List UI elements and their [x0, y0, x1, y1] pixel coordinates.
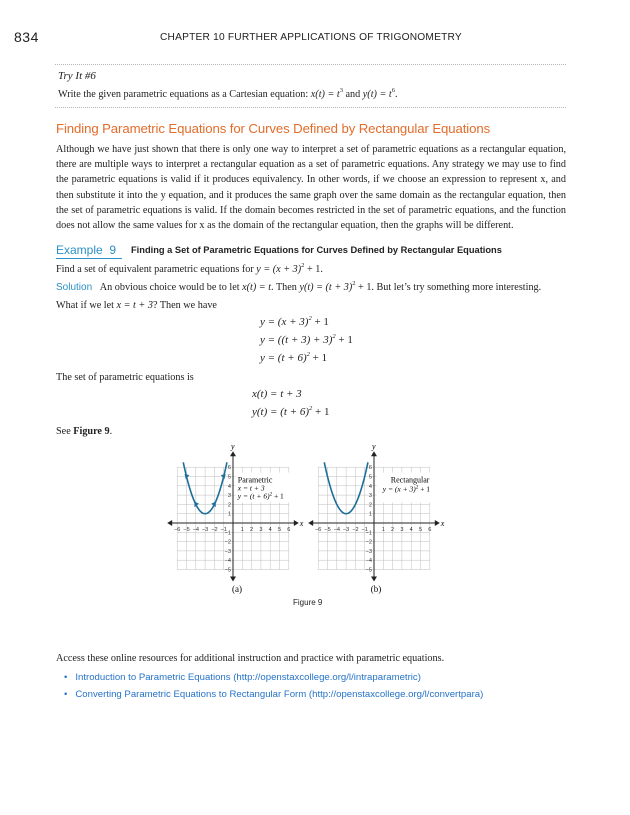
y-tick-label: 5 — [368, 474, 372, 481]
y-tick-label: 6 — [368, 465, 372, 472]
figure-9 — [0, 435, 630, 615]
y-axis-arrow — [230, 577, 236, 582]
y-tick-label: −5 — [365, 567, 372, 574]
x-tick-label: 4 — [268, 527, 272, 533]
example-underline — [56, 258, 122, 259]
try-it-label: Try It #6 — [58, 70, 96, 82]
see-end: . — [109, 426, 113, 437]
try-it-y-eq: y(t) = t — [362, 89, 392, 100]
y-tick-label: −2 — [365, 539, 372, 546]
x-tick-label: 1 — [240, 527, 244, 533]
solution-y-exp: 2 — [352, 280, 356, 287]
try-it-and: and — [342, 89, 363, 100]
x-axis-arrow — [167, 520, 172, 526]
resources-intro: Access these online resources for additional instruction and practice with parametric equations. — [56, 653, 445, 664]
x-tick-label: 3 — [400, 527, 404, 533]
y-tick-label: 2 — [227, 502, 231, 509]
problem-eq-exp: 2 — [301, 262, 305, 269]
example-label — [56, 243, 116, 257]
y-tick-label: −1 — [224, 530, 231, 537]
y-tick-label: 6 — [227, 465, 231, 472]
try-it-bottom-rule — [55, 107, 566, 108]
legend-title: Parametric — [237, 475, 273, 485]
x-tick-label: −3 — [342, 527, 350, 533]
y-axis-arrow — [230, 451, 236, 456]
y-tick-label: −1 — [365, 530, 372, 537]
solution-then: . Then — [271, 282, 300, 293]
running-header — [160, 32, 462, 43]
graph-panel-b — [308, 442, 445, 594]
param-eq-x: x(t) = t + 3 — [252, 388, 302, 400]
y-axis-arrow — [371, 451, 377, 456]
example-word: Example — [56, 243, 103, 257]
chapter-title: FURTHER APPLICATIONS OF TRIGONOMETRY — [227, 32, 462, 43]
resource-link-2-text[interactable]: Converting Parametric Equations to Rectangular Form (http://openstaxcollege.org/l/convertpara) — [75, 689, 484, 700]
try-it-top-rule — [55, 64, 566, 65]
x-tick-label: 2 — [391, 527, 395, 533]
x-tick-label: 2 — [250, 527, 254, 533]
page-number: 834 — [14, 29, 39, 45]
example-title: Finding a Set of Parametric Equations for Curves Defined by Rectangular Equations — [131, 245, 502, 255]
y-tick-label: 4 — [227, 483, 231, 490]
y-axis-arrow — [371, 577, 377, 582]
y-tick-label: −3 — [365, 548, 372, 555]
try-it-end: . — [394, 89, 398, 100]
x-axis-arrow — [308, 520, 313, 526]
x-tick-label: 6 — [287, 527, 291, 533]
x-tick-label: −6 — [174, 527, 181, 533]
x-tick-label: −5 — [324, 527, 331, 533]
solution-y-end: + 1 — [355, 282, 372, 293]
x-tick-label: −1 — [220, 527, 227, 533]
derivation-line-3: $y = (t + 6)^2 + 1$ — [260, 351, 328, 364]
x-axis-label: x — [299, 519, 304, 528]
x-tick-label: −2 — [211, 527, 218, 533]
panel-label: (a) — [232, 584, 242, 594]
x-axis-arrow — [294, 520, 299, 526]
see-text: See — [56, 426, 74, 437]
x-tick-label: −4 — [192, 527, 199, 533]
derivation-line-2: $y = ((t + 3) + 3)^2 + 1$ — [260, 333, 353, 346]
panel-label: (b) — [370, 584, 382, 594]
example-solution — [56, 280, 541, 295]
solution-y-eq: y(t) = (t + 3) — [299, 282, 353, 293]
solution-x-eq: x(t) = t — [242, 282, 272, 293]
x-tick-label: 6 — [428, 527, 432, 533]
set-text: The set of parametric equations is — [56, 372, 194, 383]
y-tick-label: −3 — [224, 548, 231, 555]
x-tick-label: −5 — [183, 527, 190, 533]
y-tick-label: 3 — [368, 493, 372, 500]
graph-panel-a — [167, 442, 304, 594]
x-tick-label: 5 — [277, 527, 282, 533]
section-paragraph: Although we have just shown that there is only one way to interpret a set of parametric equations as a rectangular equation, there are multiple ways to interpret a rectangular equation as a set of parametric equations. Any strategy we may use to find the parametric equations is valid if it produces equivalency. In other words, if we choose an expression to represent x, and then substitute it into the y equation, and it produces the same graph over the same domain as the rectangular equation, then the set of parametric equations is valid. If the domain becomes restricted in the set of parametric equations, and the function does not allow the same values for x as the domain of the rectangular equation, then the graphs will be different. — [56, 144, 566, 232]
section-title: Finding Parametric Equations for Curves Defined by Rectangular Equations — [56, 121, 491, 136]
solution-label: Solution — [56, 282, 93, 293]
derivation-line-1: $y = (x + 3)^2 + 1$ — [260, 315, 329, 328]
try-it-text — [58, 87, 398, 102]
y-tick-label: −5 — [224, 567, 231, 574]
y-tick-label: −4 — [224, 558, 231, 565]
x-tick-label: 5 — [418, 527, 423, 533]
y-tick-label: 4 — [368, 483, 372, 490]
y-tick-label: 1 — [227, 511, 231, 518]
x-tick-label: 4 — [409, 527, 413, 533]
bullet-icon: • — [64, 672, 68, 683]
param-eq-y: $y(t) = (t + 6)^2 + 1$ — [252, 405, 330, 418]
problem-eq: y = (x + 3) — [256, 264, 302, 275]
y-axis-label: y — [372, 442, 376, 452]
legend-title: Rectangular — [390, 475, 430, 485]
y-tick-label: 1 — [368, 511, 372, 518]
problem-text: Find a set of equivalent parametric equations for — [56, 264, 257, 275]
resource-link-2[interactable] — [64, 689, 483, 700]
legend-line-1: x = t + 3 — [237, 483, 265, 493]
see-figure-ref[interactable]: Figure 9 — [73, 426, 110, 437]
y-tick-label: 3 — [227, 493, 231, 500]
what-if-line — [56, 298, 217, 313]
chapter-prefix: CHAPTER 10 — [160, 32, 225, 43]
bullet-icon: • — [64, 689, 68, 700]
y-axis-label: y — [231, 442, 235, 452]
x-tick-label: −6 — [315, 527, 322, 533]
resource-link-1-text[interactable]: Introduction to Parametric Equations (http://openstaxcollege.org/l/intraparametric) — [75, 672, 421, 683]
y-tick-label: 2 — [368, 502, 372, 509]
x-axis-label: x — [440, 519, 445, 528]
what-if-end: ? Then we have — [152, 300, 217, 311]
solution-text: An obvious choice would be to let — [99, 282, 243, 293]
x-tick-label: −3 — [201, 527, 209, 533]
what-if-text: What if we let — [56, 300, 117, 311]
try-it-x-eq: x(t) = t — [310, 89, 340, 100]
x-tick-label: 1 — [381, 527, 385, 533]
figure-caption: Figure 9 — [293, 598, 323, 607]
example-problem — [56, 262, 323, 277]
x-tick-label: −2 — [352, 527, 359, 533]
y-tick-label: −2 — [224, 539, 231, 546]
x-tick-label: −1 — [361, 527, 368, 533]
try-it-prompt: Write the given parametric equations as a Cartesian equation: — [58, 89, 311, 100]
legend-line-2: $y = (x + 3)^2 + 1$ — [382, 484, 431, 494]
x-tick-label: 3 — [259, 527, 263, 533]
y-tick-label: 5 — [227, 474, 231, 481]
problem-eq-end: + 1. — [304, 264, 323, 275]
x-tick-label: −4 — [333, 527, 340, 533]
legend-line-2: $y = (t + 6)^2 + 1$ — [237, 491, 284, 501]
x-axis-arrow — [435, 520, 440, 526]
example-number: 9 — [109, 243, 117, 257]
resource-link-1[interactable] — [64, 672, 421, 683]
try-it-x-exp: 3 — [339, 87, 343, 94]
y-tick-label: −4 — [365, 558, 372, 565]
solution-text-2: . But let’s try something more interesting. — [371, 282, 542, 293]
what-if-eq: x = t + 3 — [116, 300, 153, 311]
try-it-y-exp: 6 — [391, 87, 395, 94]
